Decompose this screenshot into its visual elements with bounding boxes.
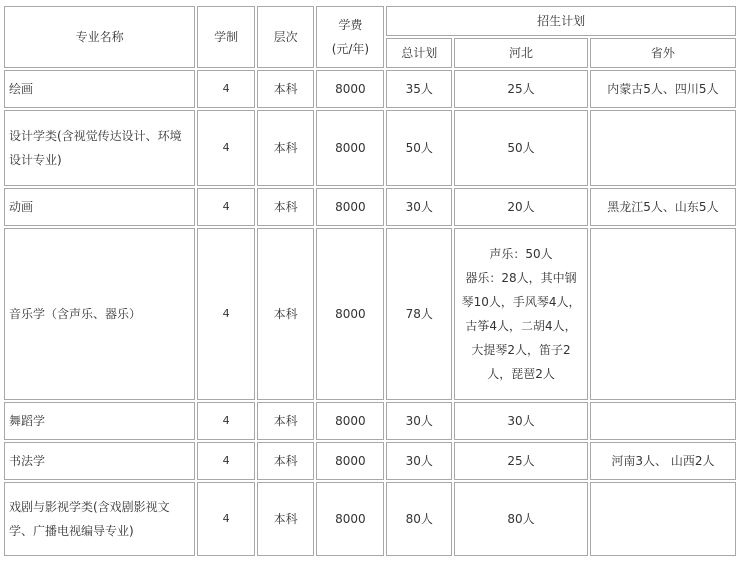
hebei-line: 大提琴2人，笛子2 bbox=[471, 343, 571, 357]
hebei-cell bbox=[454, 482, 588, 556]
major-line: 设计专业) bbox=[9, 153, 62, 167]
table-row bbox=[4, 402, 736, 440]
outside-cell: 黑龙江5人、山东5人 bbox=[590, 188, 736, 226]
level-cell: 本科 bbox=[257, 482, 315, 556]
major-cell bbox=[4, 482, 195, 556]
duration-cell: 4 bbox=[197, 70, 255, 108]
level-cell: 本科 bbox=[257, 402, 315, 440]
header-row-1 bbox=[4, 6, 736, 36]
level-cell: 本科 bbox=[257, 110, 315, 186]
header-total: 总计划 bbox=[386, 38, 452, 68]
header-outside: 省外 bbox=[590, 38, 736, 68]
hebei-line: 器乐：28人，其中钢 bbox=[465, 271, 577, 285]
fee-cell: 8000 bbox=[316, 228, 384, 400]
major-line: 设计学类(含视觉传达设计、环境 bbox=[9, 129, 182, 143]
table-row bbox=[4, 442, 736, 480]
fee-cell: 8000 bbox=[316, 442, 384, 480]
duration-cell: 4 bbox=[197, 188, 255, 226]
header-fee-line2: (元/年) bbox=[331, 42, 370, 56]
table-row bbox=[4, 482, 736, 556]
outside-cell: 河南3人、 山西2人 bbox=[590, 442, 736, 480]
duration-cell: 4 bbox=[197, 110, 255, 186]
major-line: 动画 bbox=[9, 200, 34, 214]
header-level: 层次 bbox=[257, 6, 315, 68]
major-cell bbox=[4, 110, 195, 186]
fee-cell: 8000 bbox=[316, 188, 384, 226]
duration-cell: 4 bbox=[197, 228, 255, 400]
table-row bbox=[4, 110, 736, 186]
total-cell: 30人 bbox=[386, 402, 452, 440]
major-line: 戏剧与影视学类(含戏剧影视文 bbox=[9, 500, 170, 514]
duration-cell: 4 bbox=[197, 402, 255, 440]
outside-cell bbox=[590, 228, 736, 400]
total-cell: 35人 bbox=[386, 70, 452, 108]
major-cell bbox=[4, 228, 195, 400]
enrollment-plan-table bbox=[2, 4, 738, 558]
outside-cell bbox=[590, 402, 736, 440]
fee-cell: 8000 bbox=[316, 70, 384, 108]
major-cell bbox=[4, 442, 195, 480]
total-cell: 30人 bbox=[386, 188, 452, 226]
hebei-cell bbox=[454, 442, 588, 480]
duration-cell: 4 bbox=[197, 442, 255, 480]
total-cell: 50人 bbox=[386, 110, 452, 186]
level-cell: 本科 bbox=[257, 188, 315, 226]
header-hebei: 河北 bbox=[454, 38, 588, 68]
header-plan: 招生计划 bbox=[386, 6, 736, 36]
hebei-cell bbox=[454, 228, 588, 400]
table-row bbox=[4, 188, 736, 226]
outside-cell bbox=[590, 110, 736, 186]
major-cell bbox=[4, 70, 195, 108]
fee-cell: 8000 bbox=[316, 110, 384, 186]
hebei-cell bbox=[454, 110, 588, 186]
hebei-line: 80人 bbox=[507, 512, 535, 526]
hebei-line: 古筝4人，二胡4人， bbox=[465, 319, 577, 333]
hebei-line: 25人 bbox=[507, 82, 535, 96]
total-cell: 78人 bbox=[386, 228, 452, 400]
major-line: 绘画 bbox=[9, 82, 34, 96]
hebei-line: 人，琵琶2人 bbox=[487, 367, 555, 381]
major-line: 音乐学（含声乐、器乐） bbox=[9, 307, 142, 321]
hebei-line: 琴10人，手风琴4人， bbox=[461, 295, 581, 309]
major-line: 舞蹈学 bbox=[9, 414, 46, 428]
hebei-cell bbox=[454, 70, 588, 108]
total-cell: 80人 bbox=[386, 482, 452, 556]
duration-cell: 4 bbox=[197, 482, 255, 556]
fee-cell: 8000 bbox=[316, 482, 384, 556]
hebei-line: 30人 bbox=[507, 414, 535, 428]
hebei-line: 25人 bbox=[507, 454, 535, 468]
major-cell bbox=[4, 188, 195, 226]
hebei-line: 20人 bbox=[507, 200, 535, 214]
header-fee-line1: 学费 bbox=[338, 18, 363, 32]
header-major: 专业名称 bbox=[4, 6, 195, 68]
table-row bbox=[4, 70, 736, 108]
hebei-line: 50人 bbox=[507, 141, 535, 155]
level-cell: 本科 bbox=[257, 442, 315, 480]
major-line: 学、广播电视编导专业) bbox=[9, 524, 134, 538]
hebei-line: 声乐：50人 bbox=[489, 247, 553, 261]
total-cell: 30人 bbox=[386, 442, 452, 480]
header-duration: 学制 bbox=[197, 6, 255, 68]
level-cell: 本科 bbox=[257, 70, 315, 108]
outside-cell: 内蒙古5人、四川5人 bbox=[590, 70, 736, 108]
major-cell bbox=[4, 402, 195, 440]
hebei-cell bbox=[454, 188, 588, 226]
hebei-quota-breakdown bbox=[462, 242, 581, 386]
fee-cell: 8000 bbox=[316, 402, 384, 440]
header-fee bbox=[316, 6, 384, 68]
major-line: 书法学 bbox=[9, 454, 46, 468]
table-row bbox=[4, 228, 736, 400]
level-cell: 本科 bbox=[257, 228, 315, 400]
hebei-cell bbox=[454, 402, 588, 440]
outside-cell bbox=[590, 482, 736, 556]
